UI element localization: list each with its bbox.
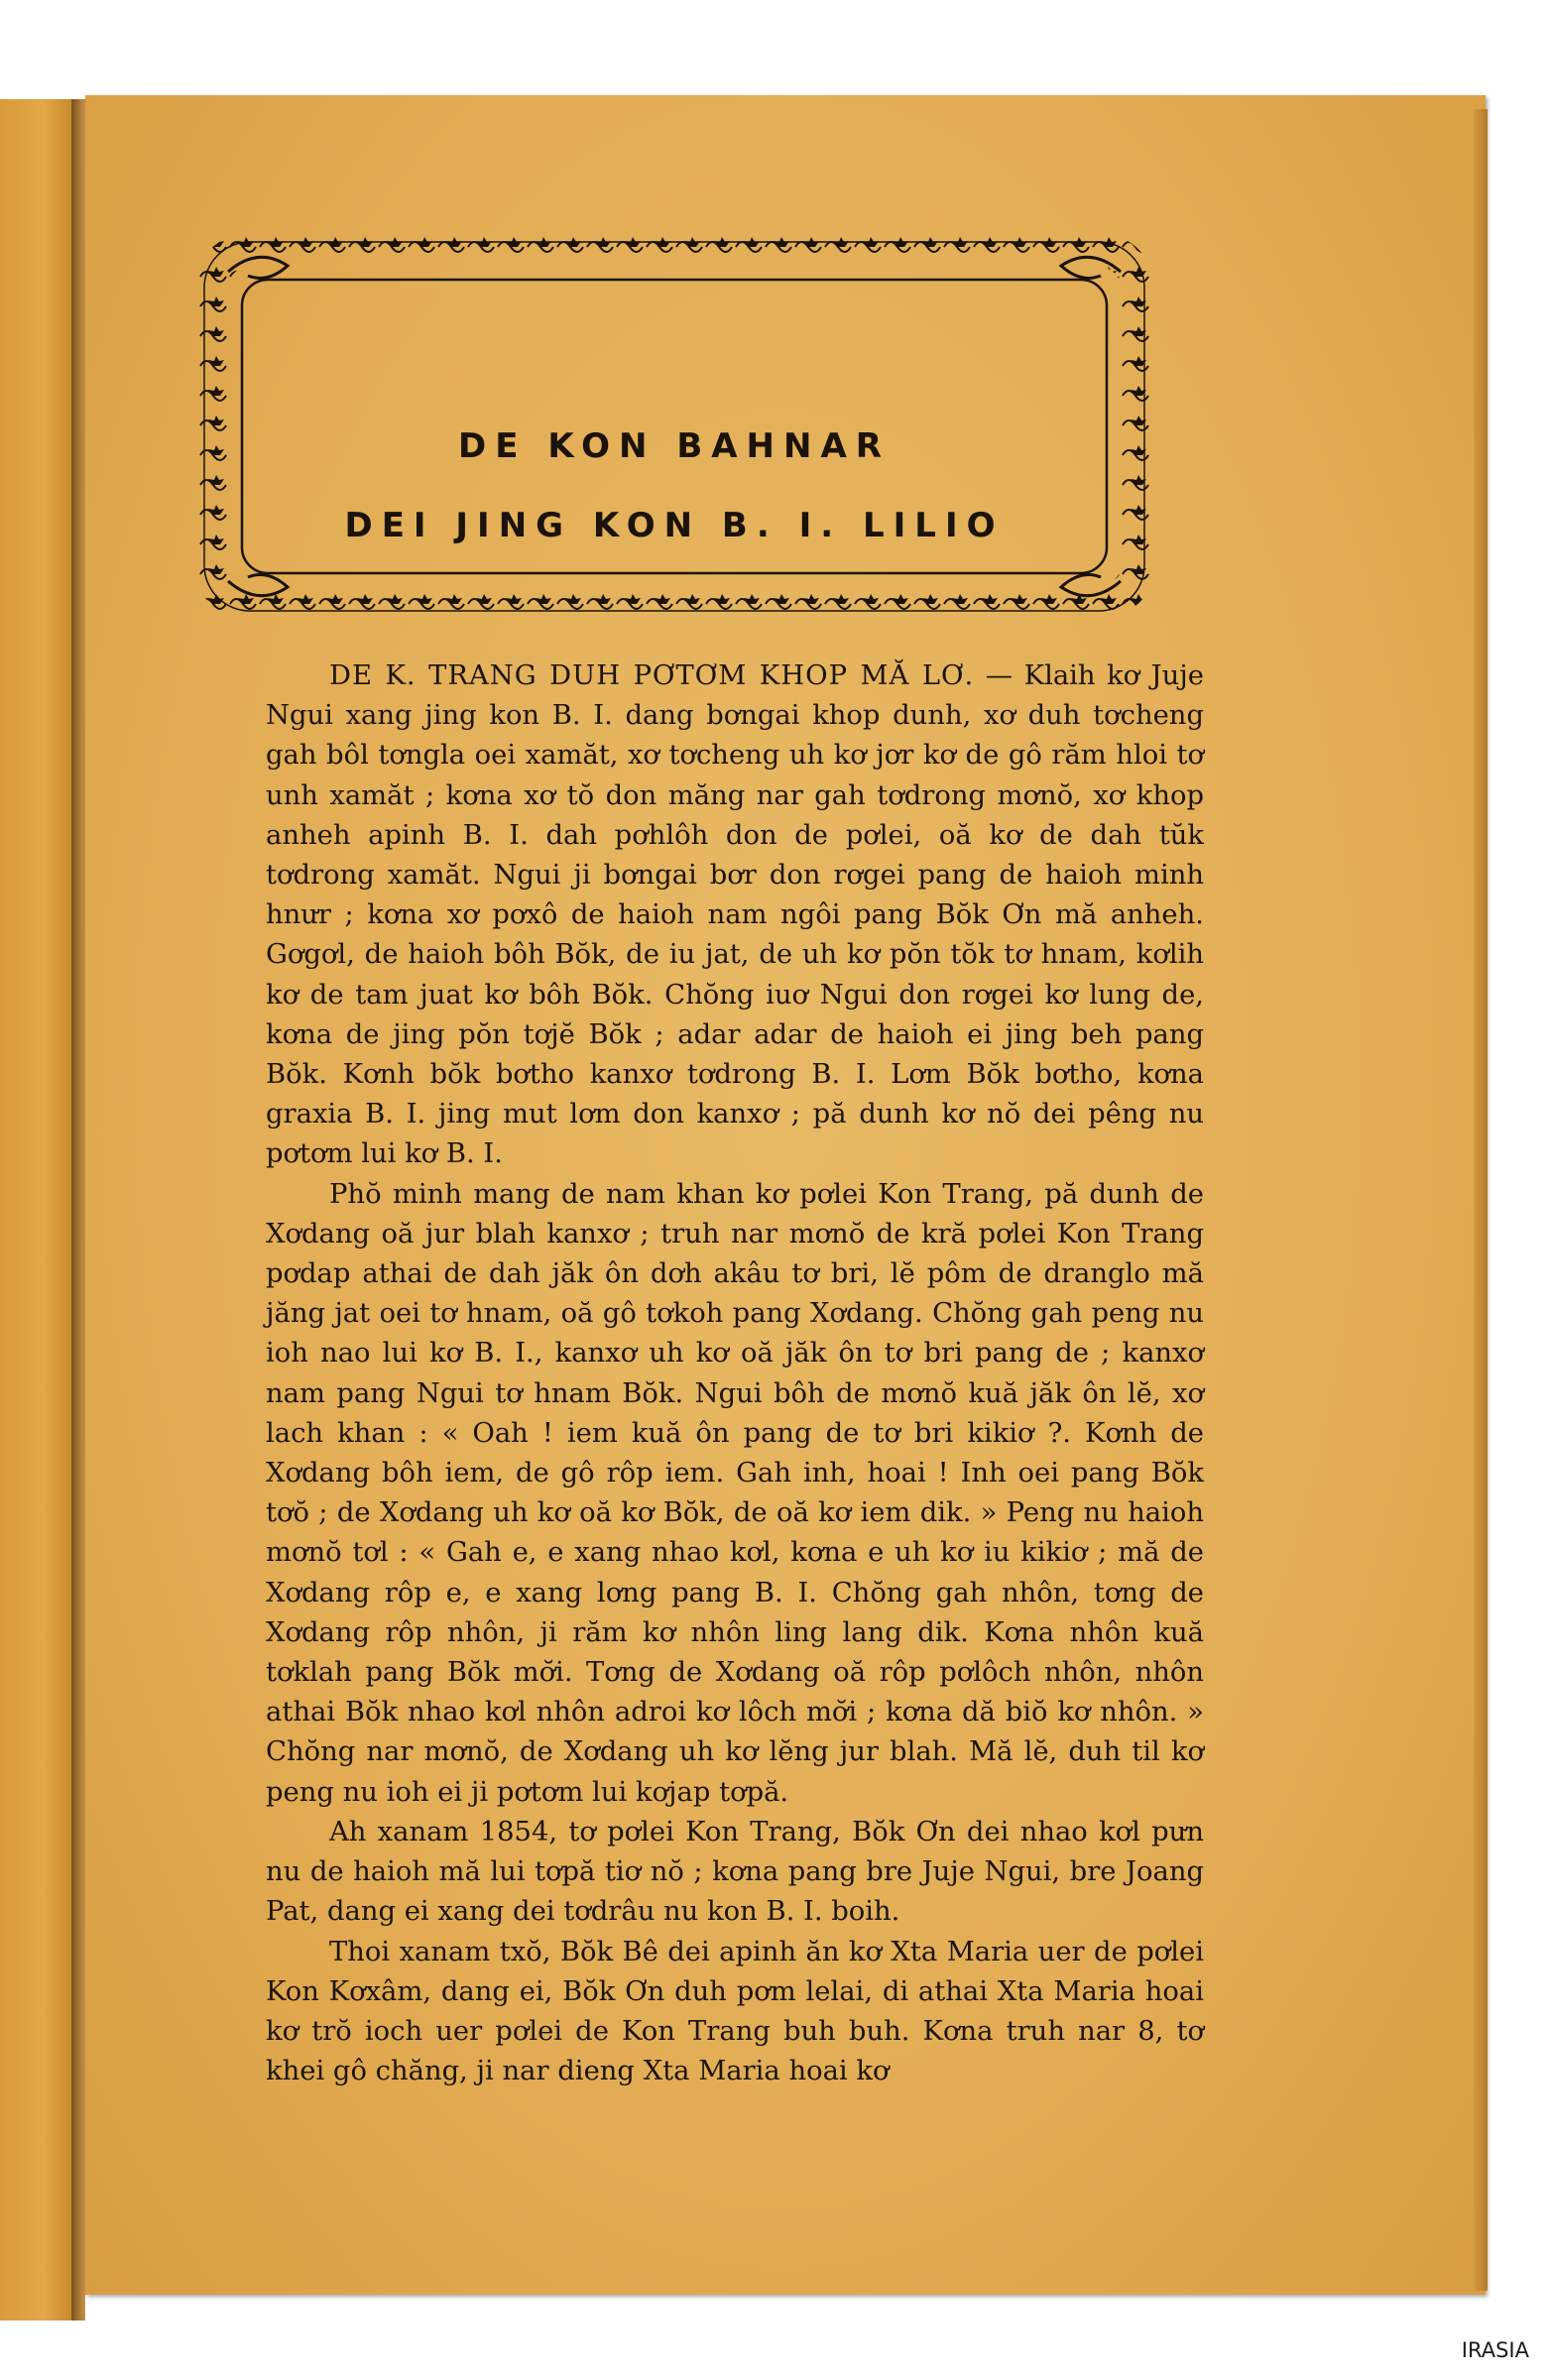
body-text: [266, 656, 1204, 2091]
paragraph-3: Ah xanam 1854, tơ pơlei Kon Trang, Bŏk Ơn dei nhao kơl pưn nu de haioh mă lui tơpă tiơ nŏ ; kơna pang bre Juje Ngui, bre Joang Pat, dang ei xang dei tơdrâu nu kon B. I. boih.: [266, 1816, 1204, 1928]
paragraph-1: [266, 656, 1204, 1175]
page-edge: [1474, 109, 1488, 2291]
section-lead: DE K. TRANG DUH PƠTƠM KHOP MĂ LƠ.: [329, 660, 975, 691]
watermark: IRASIA: [1461, 2338, 1529, 2362]
paragraph-1-text: — Klaih kơ Juje Ngui xang jing kon B. I. dang bơngai khop dunh, xơ duh tơcheng gah bôl tơngla oei xamăt, xơ tơcheng uh kơ jơr kơ de gô răm hloi tơ unh xamăt ; kơna xơ tŏ don măng nar gah tơdrong mơnŏ, xơ khop anheh apinh B. I. dah pơhlôh don de pơlei, oă kơ de dah tŭk tơdrong xamăt. Ngui ji bơngai bơr don rơgei pang de haioh minh hnưr ; kơna xơ pơxô de haioh nam ngôi pang Bŏk Ơn mă anheh. Gơgơl, de haioh bôh Bŏk, de iu jat, de uh kơ pŏn tŏk tơ hnam, kơlih kơ de tam juat kơ bôh Bŏk. Chŏng iuơ Ngui don rơgei kơ lung de, kơna de jing pŏn tơjĕ Bŏk ; adar adar de haioh ei jing beh pang Bŏk. Kơnh bŏk bơtho kanxơ tơdrong B. I. Lơm Bŏk bơtho, kơna graxia B. I. jing mut lơm don kanxơ ; pă dunh kơ nŏ dei pêng nu pơtơm lui kơ B. I.: [266, 660, 1204, 1170]
facing-page-edge: [0, 99, 73, 2320]
title-line-1: DE KON BAHNAR: [458, 426, 891, 466]
paragraph-2: Phŏ minh mang de nam khan kơ pơlei Kon Trang, pă dunh de Xơdang oă jur blah kanxơ ; truh nar mơnŏ de kră pơlei Kon Trang pơdap athai de dah jăk ôn dơh akâu tơ bri, lĕ pôm de dranglo mă jăng jat oei tơ hnam, oă gô tơkoh pang Xơdang. Chŏng gah peng nu ioh nao lui kơ B. I., kanxơ uh kơ oă jăk ôn tơ bri pang de ; kanxơ nam pang Ngui tơ hnam Bŏk. Ngui bôh de mơnŏ kuă jăk ôn lĕ, xơ lach khan : « Oah ! iem kuă ôn pang de tơ bri kikiơ ?. Kơnh de Xơdang bôh iem, de gô rôp iem. Gah inh, hoai ! Inh oei pang Bŏk tơŏ ; de Xơdang uh kơ oă kơ Bŏk, de oă kơ iem dik. » Peng nu haioh mơnŏ tơl : « Gah e, e xang nhao kơl, kơna e uh kơ iu kikiơ ; mă de Xơdang rôp e, e xang lơng pang B. I. Chŏng gah nhôn, tơng de Xơdang rôp nhôn, ji răm kơ nhôn ling lang dik. Kơna nhôn kuă tơklah pang Bŏk mơ̆i. Tơng de Xơdang oă rôp pơlôch nhôn, nhôn athai Bŏk nhao kơl nhôn adroi kơ lôch mơ̆i ; kơna dă biŏ kơ nhôn. » Chŏng nar mơnŏ, de Xơdang uh kơ lĕng jur blah. Mă lĕ, duh til kơ peng nu ioh ei ji pơtơm lui kơjap tơpă.: [266, 1178, 1204, 1808]
title-line-2: DEI JING KON B. I. LILIO: [344, 506, 1005, 545]
paragraph-4: Thoi xanam txŏ, Bŏk Bê dei apinh ăn kơ Xta Maria uer de pơlei Kon Kơxâm, dang ei, Bŏk Ơn duh pơm lelai, di athai Xta Maria hoai kơ trŏ ioch uer pơlei de Kon Trang buh buh. Kơna truh nar 8, tơ khei gô chăng, ji nar dieng Xta Maria hoai kơ: [266, 1936, 1204, 2087]
ornamental-title-frame: [198, 232, 1150, 621]
book-gutter: [71, 99, 85, 2320]
